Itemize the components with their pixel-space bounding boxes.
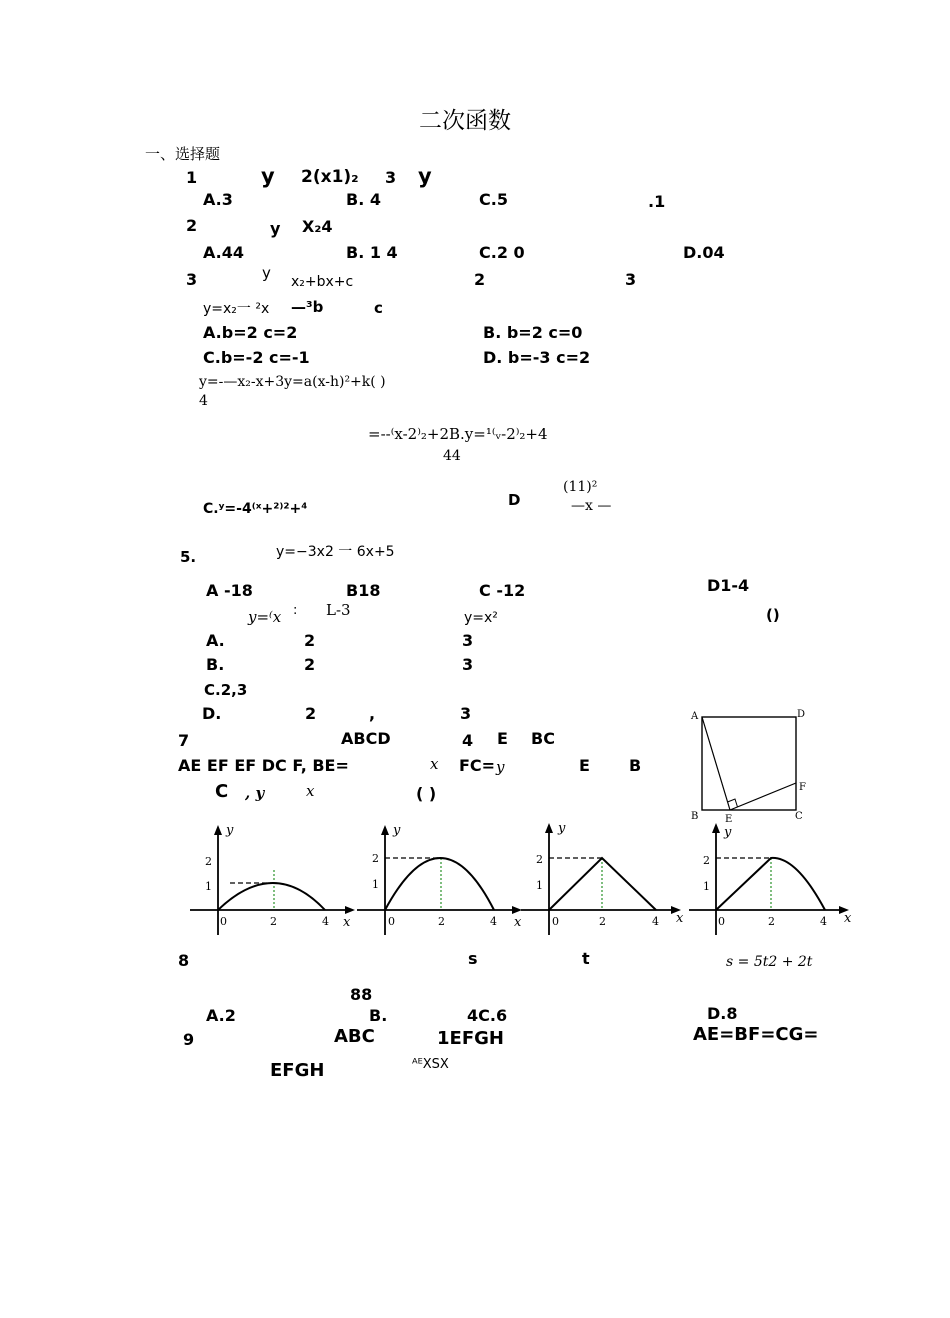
q6-paren: (): [766, 606, 780, 624]
q6-option-c: C.2,3: [204, 681, 248, 699]
q6-colon: :: [293, 603, 298, 618]
q1-y2: y: [418, 164, 432, 188]
tick-x2: 2: [768, 915, 775, 928]
graph-option-b: [352, 820, 532, 940]
q6-option-a: A.: [206, 631, 225, 650]
q2-option-d: D.04: [683, 243, 725, 262]
q6-option-b-2: 2: [304, 655, 316, 674]
q7-e2: E: [579, 756, 590, 775]
q3-b: —³b: [291, 298, 324, 316]
q2-option-c: C.2 0: [479, 243, 525, 262]
q9-aexsx: ᴬᴱXSX: [412, 1057, 449, 1072]
q9-number: 9: [183, 1030, 195, 1049]
q7-line2: AE EF EF DC F, BE=: [178, 756, 349, 775]
page-title: 二次函数: [419, 108, 511, 134]
label-b: B: [691, 811, 699, 822]
q7-y: y: [496, 758, 505, 776]
q6-option-d-3: 3: [460, 704, 472, 723]
q4-fortyfour: 44: [443, 448, 461, 464]
q7-number: 7: [178, 731, 190, 750]
tick-y2: 2: [372, 852, 379, 865]
x-label: x: [676, 911, 684, 926]
tick-x2: 2: [599, 915, 606, 928]
tick-x4: 4: [652, 915, 659, 928]
q3-line2: y=x₂一 ²x: [203, 301, 270, 317]
q1-option-c: C.5: [479, 190, 508, 209]
y-arrow: [545, 823, 553, 833]
q6-option-d-2: 2: [305, 704, 317, 723]
q6-option-a-3: 3: [462, 631, 474, 650]
tick-x0: 0: [552, 915, 559, 928]
q8-option-d: D.8: [707, 1004, 738, 1023]
q4-option-d: D: [508, 491, 521, 509]
q5-expression: y=−3x2 一 6x+5: [276, 544, 395, 560]
q2-option-b: B. 1 4: [346, 243, 398, 262]
tick-y2: 2: [703, 854, 710, 867]
label-e: E: [725, 814, 733, 825]
tick-y1: 1: [536, 879, 543, 892]
q4-d-fraction: (11)²: [563, 479, 598, 495]
q4-d-x: —x —: [571, 498, 612, 514]
q2-y: y: [270, 219, 281, 238]
x-label: x: [514, 915, 522, 930]
label-c: C: [795, 811, 803, 822]
segment-ef: [730, 783, 796, 810]
q3-option-d: D. b=-3 c=2: [483, 348, 591, 367]
tick-x0: 0: [718, 915, 725, 928]
q6-option-d: D.: [202, 704, 222, 723]
q7-fc: FC=: [459, 756, 496, 775]
tick-x4: 4: [490, 915, 497, 928]
curve: [218, 883, 325, 910]
q8-s: s: [468, 949, 478, 968]
tick-x4: 4: [322, 915, 329, 928]
tick-x4: 4: [820, 915, 827, 928]
q7-e: E: [497, 729, 508, 748]
q6-option-a-2: 2: [304, 631, 316, 650]
q2-expression: X₂4: [302, 217, 333, 236]
q6-option-d-comma: ,: [369, 704, 376, 723]
tick-x2: 2: [270, 915, 277, 928]
q6-option-b-3: 3: [462, 655, 474, 674]
q9-efgh-2: EFGH: [270, 1060, 325, 1081]
q7-x2: x: [306, 782, 315, 800]
q5-number: 5.: [180, 548, 197, 566]
q7-four: 4: [462, 731, 474, 750]
curve: [385, 858, 494, 910]
q5-option-a: A -18: [206, 581, 253, 600]
q4-options-ab: =--⁽x-2⁾₂+2B.y=¹⁽ᵥ-2⁾₂+4: [368, 425, 548, 443]
tick-y2: 2: [205, 855, 212, 868]
q9-ae-bf-cg: AE=BF=CG=: [693, 1024, 819, 1045]
q8-option-c: 4C.6: [467, 1006, 508, 1025]
q6-y-expression: y=⁽x: [248, 608, 282, 626]
x-label: x: [844, 911, 852, 926]
y-label: y: [724, 825, 732, 840]
y-label: y: [226, 823, 234, 838]
square-figure: [690, 706, 810, 831]
q7-b2: B: [629, 756, 642, 775]
q8-option-a: A.2: [206, 1006, 236, 1025]
x-label: x: [343, 915, 351, 930]
q7-comma-y: , y: [245, 784, 265, 802]
q7-paren: ( ): [416, 784, 437, 803]
label-d: D: [797, 709, 806, 720]
q3-c: c: [374, 299, 383, 317]
section-heading: 一、选择题: [145, 145, 221, 163]
q4-expression: y=-—x₂-x+3y=a(x-h)²+k( ): [199, 374, 386, 390]
q8-formula: s = 5t2 + 2t: [726, 954, 813, 970]
y-label: y: [558, 821, 566, 836]
y-arrow: [381, 825, 389, 835]
tick-y1: 1: [372, 878, 379, 891]
q7-bc: BC: [531, 729, 555, 748]
q1-y: y: [261, 164, 275, 188]
q8-number: 8: [178, 951, 190, 970]
tick-y1: 1: [205, 880, 212, 893]
q2-number: 2: [186, 216, 198, 235]
q1-expression: 2(x1)₂: [301, 167, 359, 187]
q6-option-b: B.: [206, 655, 225, 674]
q2-option-a: A.44: [203, 243, 245, 262]
tick-y2: 2: [536, 853, 543, 866]
label-a: A: [691, 711, 699, 722]
q8-eightyeight: 88: [350, 985, 373, 1004]
q9-efgh: 1EFGH: [437, 1028, 504, 1049]
graph-option-c: [516, 820, 696, 940]
q3-option-b: B. b=2 c=0: [483, 323, 583, 342]
q3-two: 2: [474, 270, 486, 289]
q3-option-a: A.b=2 c=2: [203, 323, 298, 342]
q5-option-d: D1-4: [707, 576, 750, 595]
q7-abcd: ABCD: [341, 729, 391, 748]
q4-four: 4: [199, 393, 208, 409]
q5-option-c: C -12: [479, 581, 526, 600]
q7-x: x: [430, 755, 439, 773]
q3-option-c: C.b=-2 c=-1: [203, 348, 310, 367]
q6-y-x2: y=x²: [464, 610, 498, 626]
tick-x2: 2: [438, 915, 445, 928]
tick-y1: 1: [703, 880, 710, 893]
q3-expression: x₂+bx+c: [291, 274, 354, 290]
q5-option-b: B18: [346, 581, 381, 600]
q6-l3: L-3: [326, 601, 351, 619]
q7-c: C: [215, 781, 229, 802]
q1-option-a: A.3: [203, 190, 233, 209]
q3-three: 3: [625, 270, 637, 289]
label-f: F: [799, 782, 806, 793]
q3-number: 3: [186, 270, 198, 289]
tick-x0: 0: [220, 915, 227, 928]
q8-t: t: [582, 949, 590, 968]
q8-option-b: B.: [369, 1006, 388, 1025]
y-label: y: [393, 823, 401, 838]
segment-ae: [702, 717, 730, 810]
tick-x0: 0: [388, 915, 395, 928]
q1-three: 3: [385, 168, 397, 187]
q3-y: y: [262, 264, 271, 282]
y-arrow: [712, 823, 720, 833]
q4-option-c: C.ʸ=-4⁽ˣ+²⁾²+⁴: [203, 501, 308, 517]
graph-option-a: [185, 820, 365, 940]
q1-option-d: .1: [648, 192, 666, 211]
y-arrow: [214, 825, 222, 835]
q9-abc: ABC: [334, 1026, 375, 1047]
graph-option-d: [684, 820, 864, 940]
q1-option-b: B. 4: [346, 190, 381, 209]
q1-number: 1: [186, 168, 198, 187]
